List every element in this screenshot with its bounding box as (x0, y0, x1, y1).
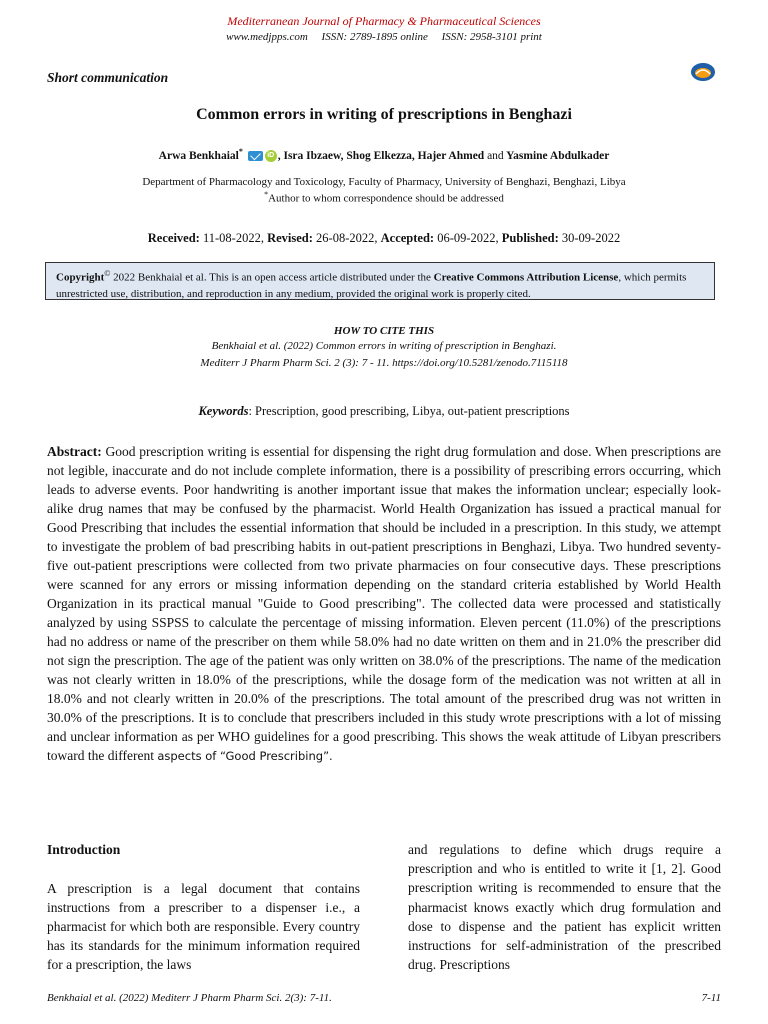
email-icon[interactable] (248, 151, 263, 161)
orcid-icon[interactable]: iD (265, 150, 277, 162)
article-title: Common errors in writing of prescriptions in Benghazi (196, 106, 572, 123)
journal-logo-icon (690, 62, 716, 82)
corresponding-mark: * (238, 147, 243, 156)
abstract (47, 442, 721, 766)
abstract-label: Abstract: (47, 444, 102, 459)
page-range: 7-11 (701, 992, 721, 1004)
author-and: and (487, 149, 504, 162)
author-list (0, 147, 768, 162)
copyright-notice: Copyright© 2022 Benkhaial et al. This is an open access article distributed under the Creative Commons Attribution License, which permits unrestricted use, distribution, and reproduction in any medium, provided the original work is properly cited. (45, 262, 715, 300)
cite-heading: HOW TO CITE THIS (333, 325, 435, 337)
affiliation: Department of Pharmacology and Toxicology, Faculty of Pharmacy, University of Benghazi, Benghazi, Libya (142, 176, 626, 188)
introduction-column-2: and regulations to define which drugs require a prescription and who is entitled to write it [1, 2]. Good prescription writing is recommended to ensure that the pharmacist knows exactly which drug formulation and dose to dispense and the patient has explicit written instructions for self-administration of the prescribed drug. Prescriptions (408, 842, 721, 973)
article-type: Short communication (47, 70, 169, 85)
abstract-tail: aspects of “Good Prescribing”. (157, 749, 333, 763)
license-link[interactable]: Creative Commons Attribution License (433, 271, 619, 284)
correspondence-note: *Author to whom correspondence should be addressed (264, 190, 504, 205)
introduction-column-1: A prescription is a legal document that contains instructions from a prescriber to a dispenser i.e., a pharmacist for which both are responsible. Every country has its standards for the minimum information required for a prescription, the laws (47, 881, 360, 972)
abstract-text: Good prescription writing is essential for dispensing the right drug formulation and dose. When prescriptions are not legible, inaccurate and do not include complete information, there is a possibility of prescribing errors occurring, which leads to adverse events. Poor handwriting is another important issue that makes the information unclear; especially look-alike drug names that may be confused by the pharmacist. World Health Organization has issued a practical manual for Good Prescribing that includes the essential information that should be included in a prescription. In this study, we attempt to investigate the problem of bad prescribing habits in out-patient prescriptions in Benghazi, Libya. Two hundred seventy-five out-patient prescriptions were collected from two private pharmacies on four consecutive days. These prescriptions were scanned for any errors or missing information depending on the standard criteria established by World Health Organization in its practical manual "Guide to Good prescribing". The collected data were processed and statistically analyzed by using SSPSS to calculate the percentage of missing information. Eleven percent (11.0%) of the prescriptions had no address or name of the prescriber on them while 58.0% had no date written on them and in 21.0% the prescriber did not sign the prescription. The age of the patient was only written on 38.0% of the prescriptions. The name of the medication was not clearly written in 18.0% of the prescriptions, while the dosage form of the medication was not written at all in 18.0% and not clearly written in 20.0% of the prescriptions. The total amount of the prescribed drug was not written in 30.0% of the prescriptions. It is to conclude that prescribers included in this study wrote prescriptions with a lot of missing and unclear information as per WHO guidelines for a good prescribing. This shows the weak attitude of Libyan prescribers toward the different (47, 444, 721, 763)
footer-citation: Benkhaial et al. (2022) Mediterr J Pharm Pharm Sci. 2(3): 7-11. (47, 992, 332, 1004)
author-names: , Isra Ibzaew, Shog Elkezza, Hajer Ahmed (277, 149, 488, 162)
cite-line-1: Benkhaial et al. (2022) Common errors in writing of prescription in Benghazi. (211, 340, 557, 352)
cite-line-2[interactable]: Mediterr J Pharm Pharm Sci. 2 (3): 7 - 11. https://doi.org/10.5281/zenodo.7115118 (200, 357, 568, 369)
keywords: Keywords: Prescription, good prescribing, Libya, out-patient prescriptions (198, 404, 570, 418)
author-name-last: Yasmine Abdulkader (503, 149, 610, 162)
journal-name: Mediterranean Journal of Pharmacy & Pharmaceutical Sciences (227, 14, 541, 28)
article-dates: Received: 11-08-2022, Revised: 26-08-2022, Accepted: 06-09-2022, Published: 30-09-2022 (147, 231, 621, 245)
introduction-heading: Introduction (47, 842, 121, 857)
issn-line: www.medjpps.com ISSN: 2789-1895 online ISSN: 2958-3101 print (226, 31, 542, 43)
author-name: Arwa Benkhaial (158, 149, 239, 162)
